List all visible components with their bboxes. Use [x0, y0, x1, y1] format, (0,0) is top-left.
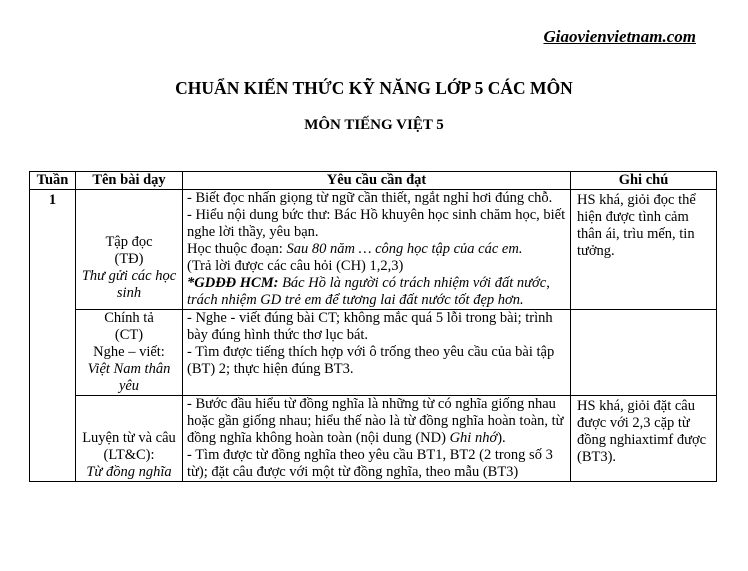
lesson-sub: Nghe – viết:: [93, 344, 165, 360]
gd-hcm-text: Bác Hồ là người có trách nhiệm với đất nước, trách nhiệm GD trẻ em để tương lai đất nước tốt đẹp hơn.: [187, 275, 550, 308]
note-cell: HS khá, giỏi đặt câu được với 2,3 cặp từ đồng nghiaxtimf được (BT3).: [571, 396, 717, 482]
lesson-title: Từ đồng nghĩa: [86, 464, 172, 480]
gd-hcm-label: *GDĐĐ HCM:: [187, 275, 279, 291]
requirement-line: [187, 275, 566, 309]
requirements-cell: [183, 396, 571, 482]
curriculum-table: [29, 171, 717, 482]
lesson-type: Tập đọc: [105, 234, 153, 250]
requirements-cell: [183, 190, 571, 310]
table-header-row: [30, 172, 717, 190]
site-watermark: Giaovienvietnam.com: [543, 27, 696, 46]
requirement-line: - Biết đọc nhấn giọng từ ngữ cần thiết, ngắt nghỉ hơi đúng chỗ.: [187, 190, 553, 206]
lesson-cell: [76, 310, 183, 396]
requirement-end: ).: [497, 430, 506, 446]
lesson-title: Việt Nam thân yêu: [87, 361, 171, 394]
requirement-line: - Tìm được từ đồng nghĩa theo yêu cầu BT1, BT2 (2 trong số 3 từ); đặt câu được với một từ đồng nghĩa, theo mẫu (BT3): [187, 447, 553, 480]
header-week: Tuần: [30, 172, 76, 190]
header-requirements: Yêu cầu cần đạt: [183, 172, 571, 190]
lesson-type: Luyện từ và câu (LT&C):: [82, 430, 176, 463]
document-title: CHUẨN KIẾN THỨC KỸ NĂNG LỚP 5 CÁC MÔN: [175, 78, 573, 98]
lesson-code: (CT): [114, 327, 144, 343]
requirement-line: - Hiểu nội dung bức thư: Bác Hồ khuyên học sinh chăm học, biết nghe lời thầy, yêu bạn.: [187, 207, 566, 240]
table-row: [30, 190, 717, 310]
requirement-excerpt: Sau 80 năm … công học tập của các em.: [286, 241, 523, 257]
requirement-line: [187, 396, 566, 447]
table-row: [30, 396, 717, 482]
note-cell: HS khá, giỏi đọc thể hiện được tình cảm thân ái, trìu mến, tin tưởng.: [571, 190, 717, 310]
requirement-line: [187, 241, 566, 258]
requirement-line: - Nghe - viết đúng bài CT; không mắc quá 5 lỗi trong bài; trình bày đúng hình thức thơ lục bát.: [187, 310, 553, 343]
document-subtitle: MÔN TIẾNG VIỆT 5: [304, 117, 444, 133]
header-lesson: Tên bài dạy: [76, 172, 183, 190]
header-notes: Ghi chú: [571, 172, 717, 190]
lesson-cell: [76, 190, 183, 310]
lesson-type: Chính tả: [104, 310, 154, 326]
requirement-prefix: Học thuộc đoạn:: [187, 241, 287, 257]
requirements-cell: [183, 310, 571, 396]
lesson-title: Thư gửi các học sinh: [81, 268, 177, 301]
lesson-cell: [76, 396, 183, 482]
requirement-italic: Ghi nhớ: [449, 430, 498, 446]
requirement-line: - Tìm được tiếng thích hợp với ô trống theo yêu cầu của bài tập (BT) 2; thực hiện đúng BT3.: [187, 344, 555, 377]
requirement-text: - Bước đầu hiểu từ đồng nghĩa là những từ có nghĩa giống nhau hoặc gần giống nhau; hiểu thế nào là từ đồng nghĩa hoàn toàn, từ đồng nghĩa không hoàn toàn (nội dung (ND): [187, 396, 564, 446]
table-row: [30, 310, 717, 396]
lesson-code: (TĐ): [114, 251, 144, 267]
note-cell: [571, 310, 717, 396]
requirement-line: (Trả lời được các câu hỏi (CH) 1,2,3): [187, 258, 404, 274]
week-number: 1: [30, 190, 76, 482]
